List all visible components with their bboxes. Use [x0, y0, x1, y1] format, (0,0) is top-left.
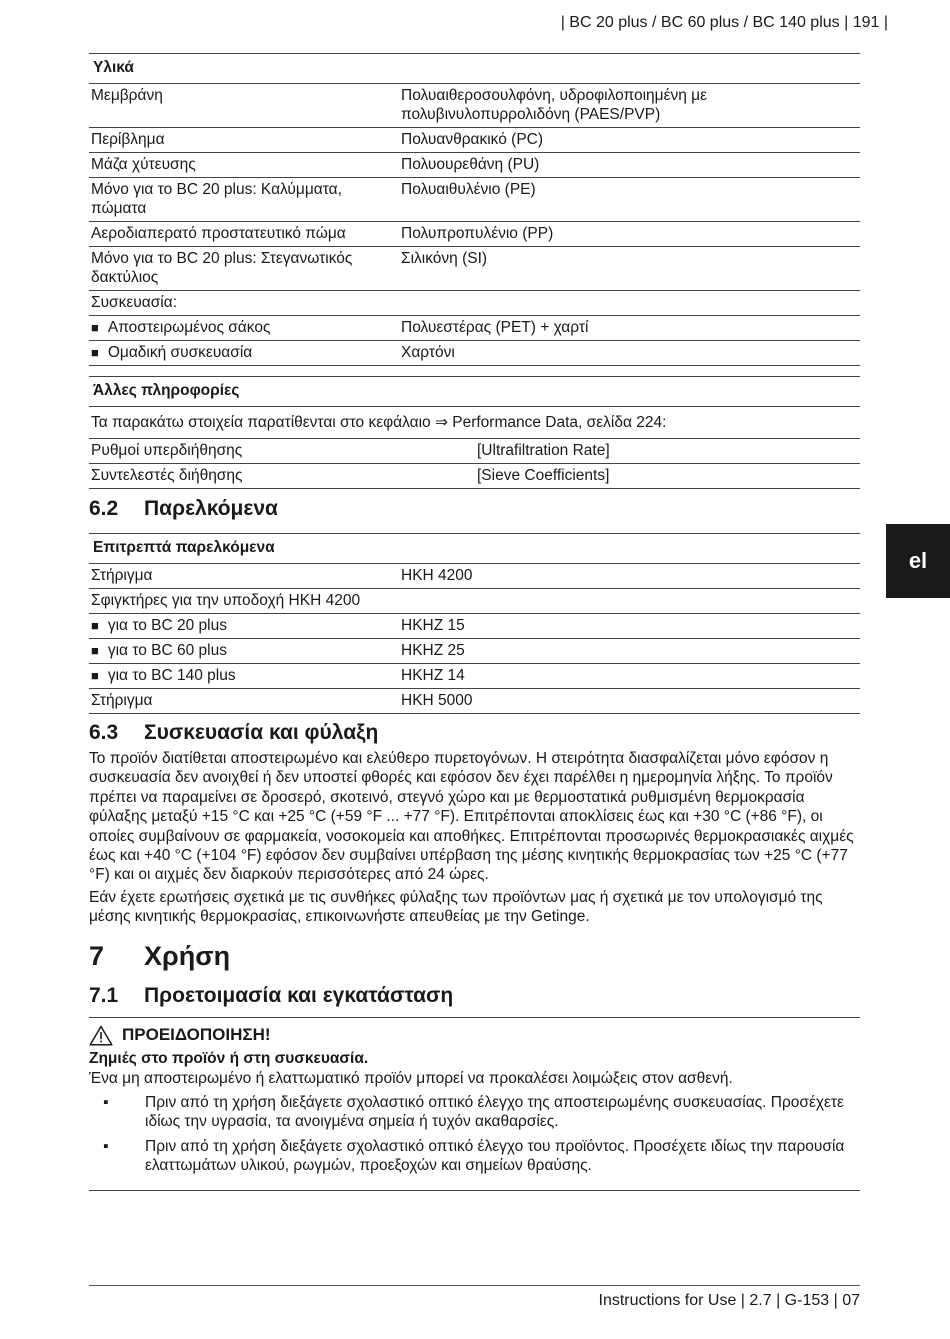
cell-label	[89, 589, 399, 614]
section-number: 6.2	[89, 497, 119, 520]
cell-label-text: Ρυθμοί υπερδιήθησης	[91, 442, 243, 459]
cell-value: [Ultrafiltration Rate]	[475, 439, 860, 464]
cell-label	[89, 247, 399, 291]
storage-paragraph: Το προϊόν διατίθεται αποστειρωμένο και ελεύθερο πυρετογόνων. Η στειρότητα διασφαλίζεται μόνο εφόσον η συσκευασία δεν ανοιχθεί ή δεν υποστεί φθορές και εφόσον δεν έχει παρέλθει η ημερομηνία λήξης. Το προϊόν πρέπει να παραμείνει σε δροσερό, σκοτεινό, στεγνό χώρο και με θερμοστατικά ρυθμισμένη θερμοκρασία φύλαξης μεταξύ +15 °C και +25 °C (+59 °F ... +77 °F). Επιτρέπονται αποκλίσεις έως και +30 °C (+86 °F), οι οποίες συμβαίνουν σε φαρμακεία, νοσοκομεία και αποθήκες. Επιτρέπονται προσωρινές θερμοκρασιακές αιχμές έως και +40 °C (+104 °F) εφόσον δεν συμβαίνει υπέρβαση της μέσης κινητικής θερμοκρασίας των +25 °C (+77 °F) και οι αιχμές δεν διαρκούν περισσότερες από 24 ώρες.	[89, 750, 854, 884]
other-info-row	[89, 439, 860, 464]
cell-label-text: για το BC 20 plus	[107, 617, 227, 634]
materials-row	[89, 128, 860, 153]
other-info-table	[89, 376, 860, 489]
cell-value: Χαρτόνι	[399, 341, 860, 366]
cell-value: Πολυπροπυλένιο (PP)	[399, 222, 860, 247]
accessory-row	[89, 639, 860, 664]
cell-value: Σιλικόνη (SI)	[399, 247, 860, 291]
cell-label-text: Μόνο για το BC 20 plus: Στεγανωτικός δακτύλιος	[91, 250, 353, 286]
cell-label	[89, 689, 399, 714]
materials-row	[89, 291, 860, 316]
cell-label-text: Ομαδική συσκευασία	[107, 344, 253, 361]
section-title: Προετοιμασία και εγκατάσταση	[144, 983, 454, 1007]
cell-label	[89, 222, 399, 247]
warning-title: ΠΡΟΕΙΔΟΠΟΙΗΣΗ!	[122, 1025, 271, 1045]
cell-value: HKH 5000	[399, 689, 860, 714]
accessories-title: Επιτρεπτά παρελκόμενα	[89, 534, 860, 564]
materials-row	[89, 247, 860, 291]
cell-label	[89, 464, 475, 489]
cell-label	[89, 439, 475, 464]
cell-value: Πολυαιθυλένιο (PE)	[399, 178, 860, 222]
cell-value: HKH 4200	[399, 564, 860, 589]
materials-row	[89, 341, 860, 366]
cell-label	[89, 153, 399, 178]
cell-value: Πολυουρεθάνη (PU)	[399, 153, 860, 178]
footer-rule	[89, 1285, 860, 1286]
cell-value: [Sieve Coefficients]	[475, 464, 860, 489]
section-number: 7.1	[89, 983, 119, 1007]
square-bullet-icon	[91, 344, 108, 361]
cell-label	[89, 84, 399, 128]
storage-contact-paragraph: Εάν έχετε ερωτήσεις σχετικά με τις συνθήκες φύλαξης των προϊόντων μας ή σχετικά με τον υπολογισμό της μέσης κινητικής θερμοκρασίας, επικοινωνήστε απευθείας με την Getinge.	[89, 888, 823, 926]
list-bullet-icon: ▪	[103, 1093, 109, 1111]
square-bullet-icon	[91, 319, 108, 336]
square-bullet-icon	[91, 667, 108, 684]
materials-row	[89, 178, 860, 222]
cell-label-text: Περίβλημα	[91, 131, 165, 148]
cell-label-text: για το BC 60 plus	[107, 642, 227, 659]
cell-label-text: Μεμβράνη	[91, 87, 163, 104]
cell-value: HKHZ 14	[399, 664, 860, 689]
cell-value	[399, 589, 860, 614]
cell-label	[89, 178, 399, 222]
square-bullet-icon	[91, 642, 108, 659]
section-6-2-heading	[89, 497, 860, 521]
page-header: | BC 20 plus / BC 60 plus / BC 140 plus | 191 |	[560, 14, 888, 31]
cell-value: HKHZ 25	[399, 639, 860, 664]
cell-label-text: Συσκευασία:	[91, 294, 177, 311]
cell-label	[89, 128, 399, 153]
chapter-title: Χρήση	[144, 940, 231, 971]
cell-label	[89, 564, 399, 589]
cell-label	[89, 341, 399, 366]
cell-label-text: Σφιγκτήρες για την υποδοχή HKH 4200	[91, 592, 361, 609]
accessories-table	[89, 533, 860, 714]
materials-title: Υλικά	[89, 54, 860, 84]
cell-label-text: Αποστειρωμένος σάκος	[107, 319, 271, 336]
cell-value	[399, 291, 860, 316]
materials-row	[89, 222, 860, 247]
warning-list-item-text: Πριν από τη χρήση διεξάγετε σχολαστικό οπτικό έλεγχο της αποστειρωμένης συσκευασίας. Προσέχετε ιδίως την υγρασία, τα ανοιγμένα σημεία ή τυχόν ακαθαρσίες.	[145, 1093, 844, 1131]
accessory-row	[89, 614, 860, 639]
cell-label-text: Μάζα χύτευσης	[91, 156, 196, 173]
other-info-title: Άλλες πληροφορίες	[89, 377, 860, 407]
cell-label	[89, 291, 399, 316]
warning-subtitle: Ζημιές στο προϊόν ή στη συσκευασία.	[89, 1049, 369, 1067]
page-footer: Instructions for Use | 2.7 | G-153 | 07	[598, 1292, 860, 1309]
section-6-3-heading	[89, 721, 860, 745]
warning-list-item-text: Πριν από τη χρήση διεξάγετε σχολαστικό οπτικό έλεγχο του προϊόντος. Προσέχετε ιδίως την παρουσία ελαττωμάτων υλικού, ρωγμών, προεξοχών και σημείων θραύσης.	[145, 1137, 845, 1175]
warning-text: Ένα μη αποστειρωμένο ή ελαττωματικό προϊόν μπορεί να προκαλέσει λοιμώξεις στον ασθενή.	[89, 1069, 733, 1087]
cell-label-text: για το BC 140 plus	[107, 667, 236, 684]
square-bullet-icon	[91, 617, 108, 634]
warning-list-item	[89, 1137, 860, 1176]
materials-row	[89, 153, 860, 178]
section-title: Συσκευασία και φύλαξη	[144, 721, 379, 744]
other-info-intro: Τα παρακάτω στοιχεία παρατίθενται στο κεφάλαιο ⇒ Performance Data, σελίδα 224:	[89, 407, 860, 439]
page-content	[89, 53, 860, 1191]
materials-row	[89, 84, 860, 128]
section-title: Παρελκόμενα	[144, 497, 278, 520]
warning-list	[89, 1093, 860, 1176]
language-tab: el	[886, 524, 950, 598]
section-7-1-heading	[89, 984, 860, 1008]
cell-label	[89, 639, 399, 664]
accessory-row	[89, 689, 860, 714]
cell-label	[89, 316, 399, 341]
materials-row	[89, 316, 860, 341]
warning-box	[89, 1017, 860, 1191]
warning-triangle-icon	[89, 1025, 113, 1046]
accessory-row	[89, 589, 860, 614]
warning-title-row	[89, 1025, 860, 1046]
cell-label-text: Μόνο για το BC 20 plus: Καλύμματα, πώματα	[91, 181, 342, 217]
cell-value: Πολυεστέρας (PET) + χαρτί	[399, 316, 860, 341]
cell-label-text: Στήριγμα	[91, 567, 153, 584]
cell-label-text: Αεροδιαπερατό προστατευτικό πώμα	[91, 225, 346, 242]
cell-label	[89, 614, 399, 639]
materials-table	[89, 53, 860, 366]
cell-label-text: Στήριγμα	[91, 692, 153, 709]
cell-value: HKHZ 15	[399, 614, 860, 639]
list-bullet-icon: ▪	[103, 1137, 109, 1155]
warning-list-item	[89, 1093, 860, 1132]
section-number: 6.3	[89, 721, 119, 744]
chapter-7-heading	[89, 941, 860, 972]
cell-value: Πολυανθρακικό (PC)	[399, 128, 860, 153]
accessory-row	[89, 664, 860, 689]
cell-label-text: Συντελεστές διήθησης	[91, 467, 243, 484]
cell-value: Πολυαιθεροσουλφόνη, υδροφιλοποιημένη με πολυβινυλοπυρρολιδόνη (PAES/PVP)	[399, 84, 860, 128]
cell-label	[89, 664, 399, 689]
other-info-row	[89, 464, 860, 489]
chapter-number: 7	[89, 940, 105, 971]
accessory-row	[89, 564, 860, 589]
